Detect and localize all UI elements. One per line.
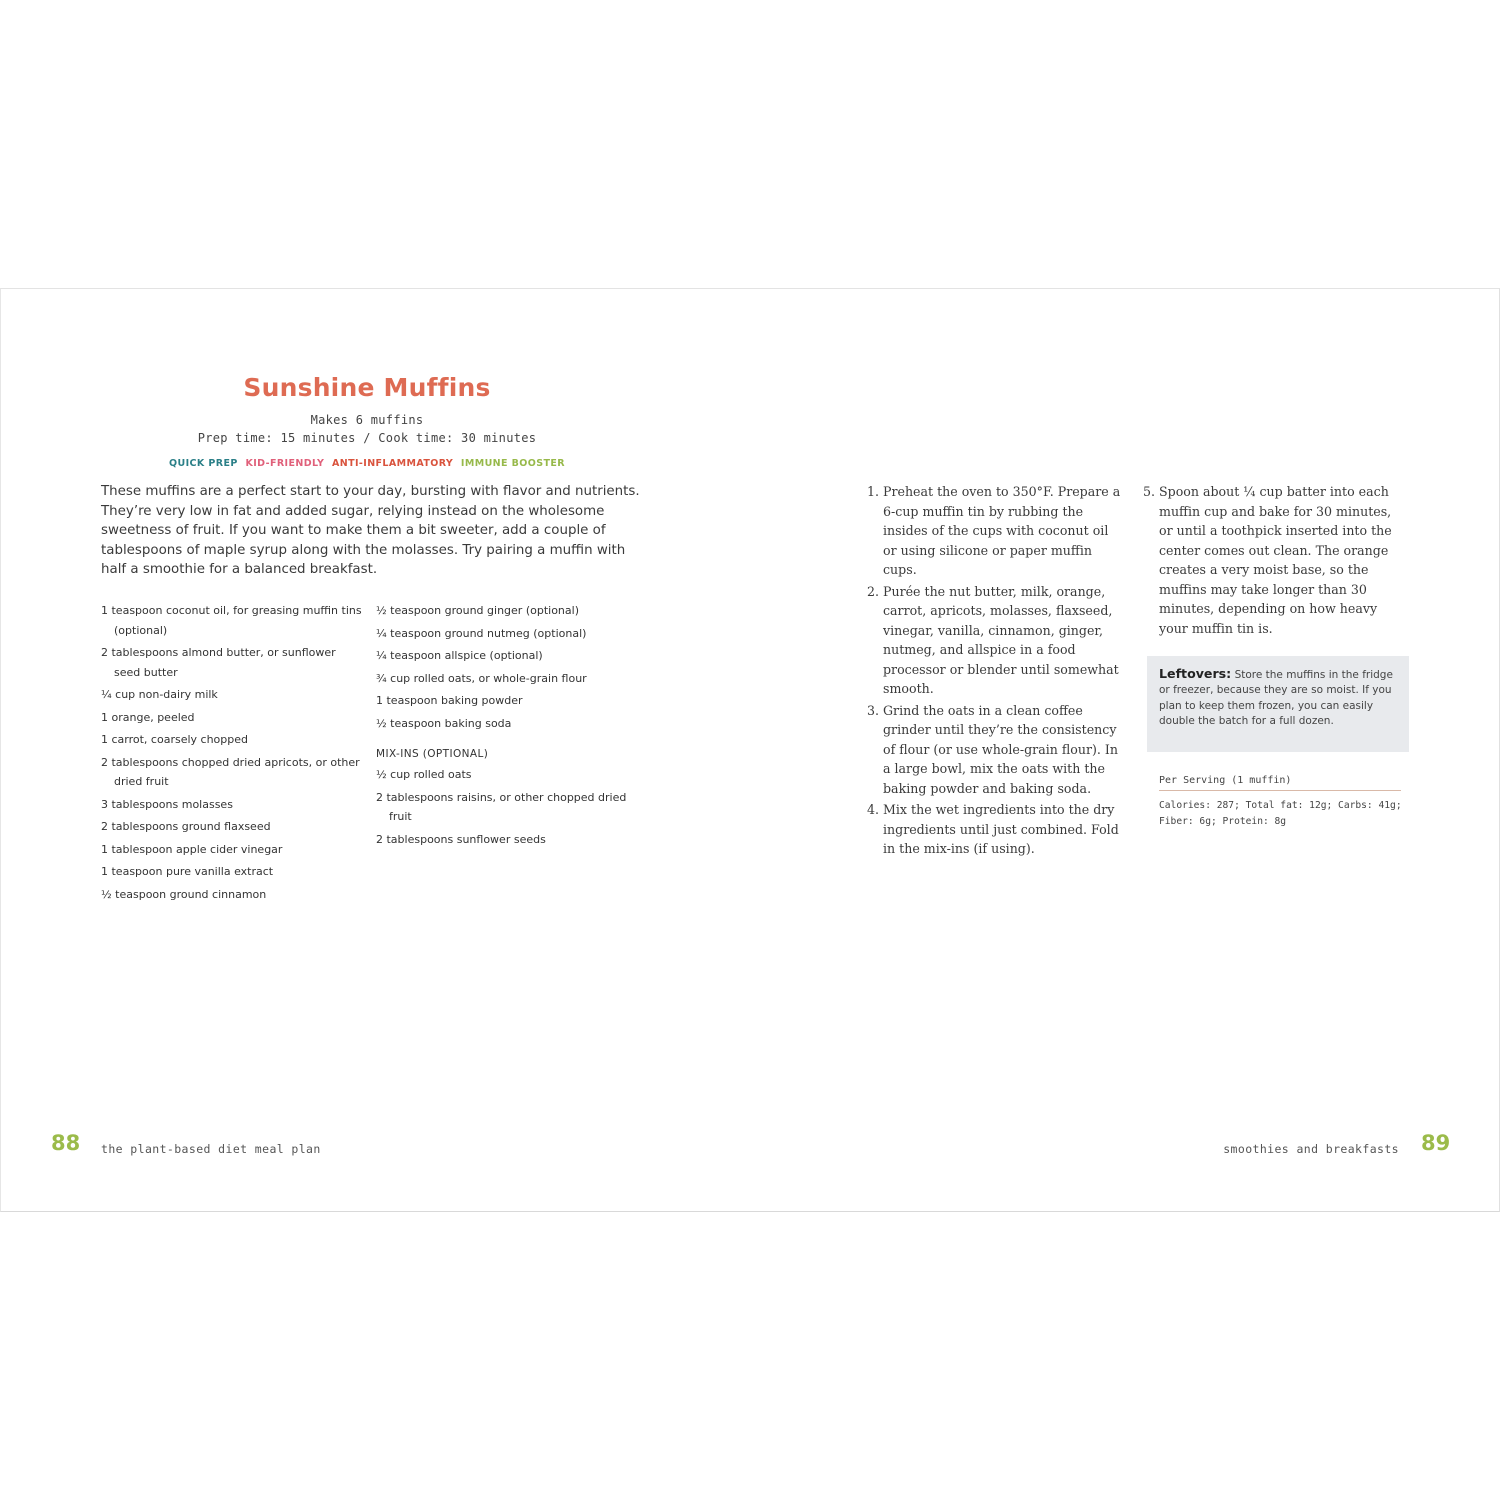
mixin-item: ½ cup rolled oats — [376, 768, 472, 781]
recipe-tags — [101, 458, 633, 469]
ingredient-item: 1 teaspoon pure vanilla extract — [101, 865, 274, 878]
instruction-step — [863, 701, 1125, 799]
step-number: 2. — [867, 583, 880, 599]
mixins-heading: MIX-INS (OPTIONAL) — [376, 748, 489, 760]
instruction-step — [863, 582, 1125, 699]
step-text: Mix the wet ingredients into the dry ingredients until just combined. Fold in the mix-ins (if using). — [883, 802, 1119, 856]
leftovers-label: Leftovers: — [1159, 666, 1232, 681]
page-number-right: 89 — [1421, 1131, 1451, 1155]
page-number-left: 88 — [51, 1131, 81, 1155]
step-number: 4. — [867, 802, 880, 817]
recipe-title: Sunshine Muffins — [243, 373, 491, 402]
ingredient-item: ¼ cup non-dairy milk — [101, 688, 218, 701]
ingredient-item: 2 tablespoons ground flaxseed — [101, 820, 271, 833]
ingredient-item: ½ teaspoon ground ginger (optional) — [376, 604, 579, 617]
ingredient-item: ¼ teaspoon allspice (optional) — [376, 649, 543, 662]
recipe-intro: These muffins are a perfect start to your day, bursting with flavor and nutrients. They’re very low in fat and added sugar, relying instead on the wholesome sweetness of fruit. If you want to make them a bit sweeter, add a couple of tablespoons of maple syrup along with the molasses. Try pairing a muffin with half a smoothie for a balanced breakfast. — [101, 484, 640, 578]
instruction-step — [1139, 482, 1401, 638]
instructions-column-2 — [1139, 482, 1401, 640]
ingredient-item: 1 orange, peeled — [101, 710, 195, 724]
running-head-left: the plant-based diet meal plan — [101, 1142, 321, 1156]
per-serving-heading: Per Serving (1 muffin) — [1159, 775, 1401, 791]
leftovers-text: Store the muffins in the fridge or freezer, because they are so moist. If you plan to keep them frozen, you can easily double the batch for a full dozen. — [1159, 669, 1393, 727]
tag-anti-inflammatory: ANTI-INFLAMMATORY — [332, 458, 454, 469]
ingredient-item: 1 tablespoon apple cider vinegar — [101, 842, 283, 856]
ingredients-left — [101, 601, 363, 907]
ingredient-item: ¼ teaspoon ground nutmeg (optional) — [376, 626, 587, 640]
ingredient-item: ½ teaspoon ground cinnamon — [101, 887, 267, 901]
ingredient-item: 1 teaspoon baking powder — [376, 694, 523, 707]
step-text: Preheat the oven to 350°F. Prepare a 6-cup muffin tin by rubbing the insides of the cups with coconut oil or using silicone or paper muffin cups. — [883, 484, 1121, 577]
nutrition-info: Calories: 287; Total fat: 12g; Carbs: 41g; Fiber: 6g; Protein: 8g — [1159, 800, 1402, 827]
ingredient-item: 3 tablespoons molasses — [101, 797, 233, 811]
instruction-step — [863, 482, 1125, 580]
ingredient-item: 2 tablespoons almond butter, or sunflower seed butter — [101, 646, 336, 679]
ingredient-item: 2 tablespoons chopped dried apricots, or other dried fruit — [101, 755, 360, 788]
tag-immune-booster: IMMUNE BOOSTER — [460, 458, 565, 469]
leftovers-box — [1147, 656, 1409, 752]
ingredient-item: ¾ cup rolled oats, or whole-grain flour — [376, 671, 587, 685]
ingredient-item: ½ teaspoon baking soda — [376, 716, 512, 730]
running-head-right: smoothies and breakfasts — [1223, 1142, 1399, 1156]
recipe-times: Prep time: 15 minutes / Cook time: 30 minutes — [197, 431, 537, 445]
mixin-item: 2 tablespoons raisins, or other chopped dried fruit — [376, 790, 627, 823]
book-spread — [0, 288, 1500, 1212]
step-text: Grind the oats in a clean coffee grinder until they’re the consistency of flour (or use whole-grain flour). In a large bowl, mix the oats with the baking powder and baking soda. — [883, 702, 1118, 796]
step-number: 5. — [1143, 484, 1156, 499]
ingredient-item: 1 carrot, coarsely chopped — [101, 733, 248, 746]
mixin-item: 2 tablespoons sunflower seeds — [376, 832, 546, 846]
step-number: 1. — [867, 484, 880, 499]
ingredients-right — [376, 601, 638, 852]
instruction-step — [863, 800, 1125, 859]
recipe-yield: Makes 6 muffins — [310, 413, 424, 427]
step-number: 3. — [867, 702, 880, 718]
tag-quick-prep: QUICK PREP — [169, 458, 238, 469]
ingredient-item: 1 teaspoon coconut oil, for greasing muffin tins (optional) — [101, 604, 362, 637]
step-text: Purée the nut butter, milk, orange, carrot, apricots, molasses, flaxseed, vinegar, vanilla, cinnamon, ginger, nutmeg, and allspice in a food processor or blender until somewhat smooth. — [883, 583, 1119, 696]
step-text: Spoon about ¼ cup batter into each muffin cup and bake for 30 minutes, or until a toothpick inserted into the center comes out clean. The orange creates a very moist base, so the muffins may take longer than 30 minutes, depending on how heavy your muffin tin is. — [1159, 484, 1392, 636]
instructions-column-1 — [863, 482, 1125, 861]
tag-kid-friendly: KID-FRIENDLY — [245, 458, 325, 469]
